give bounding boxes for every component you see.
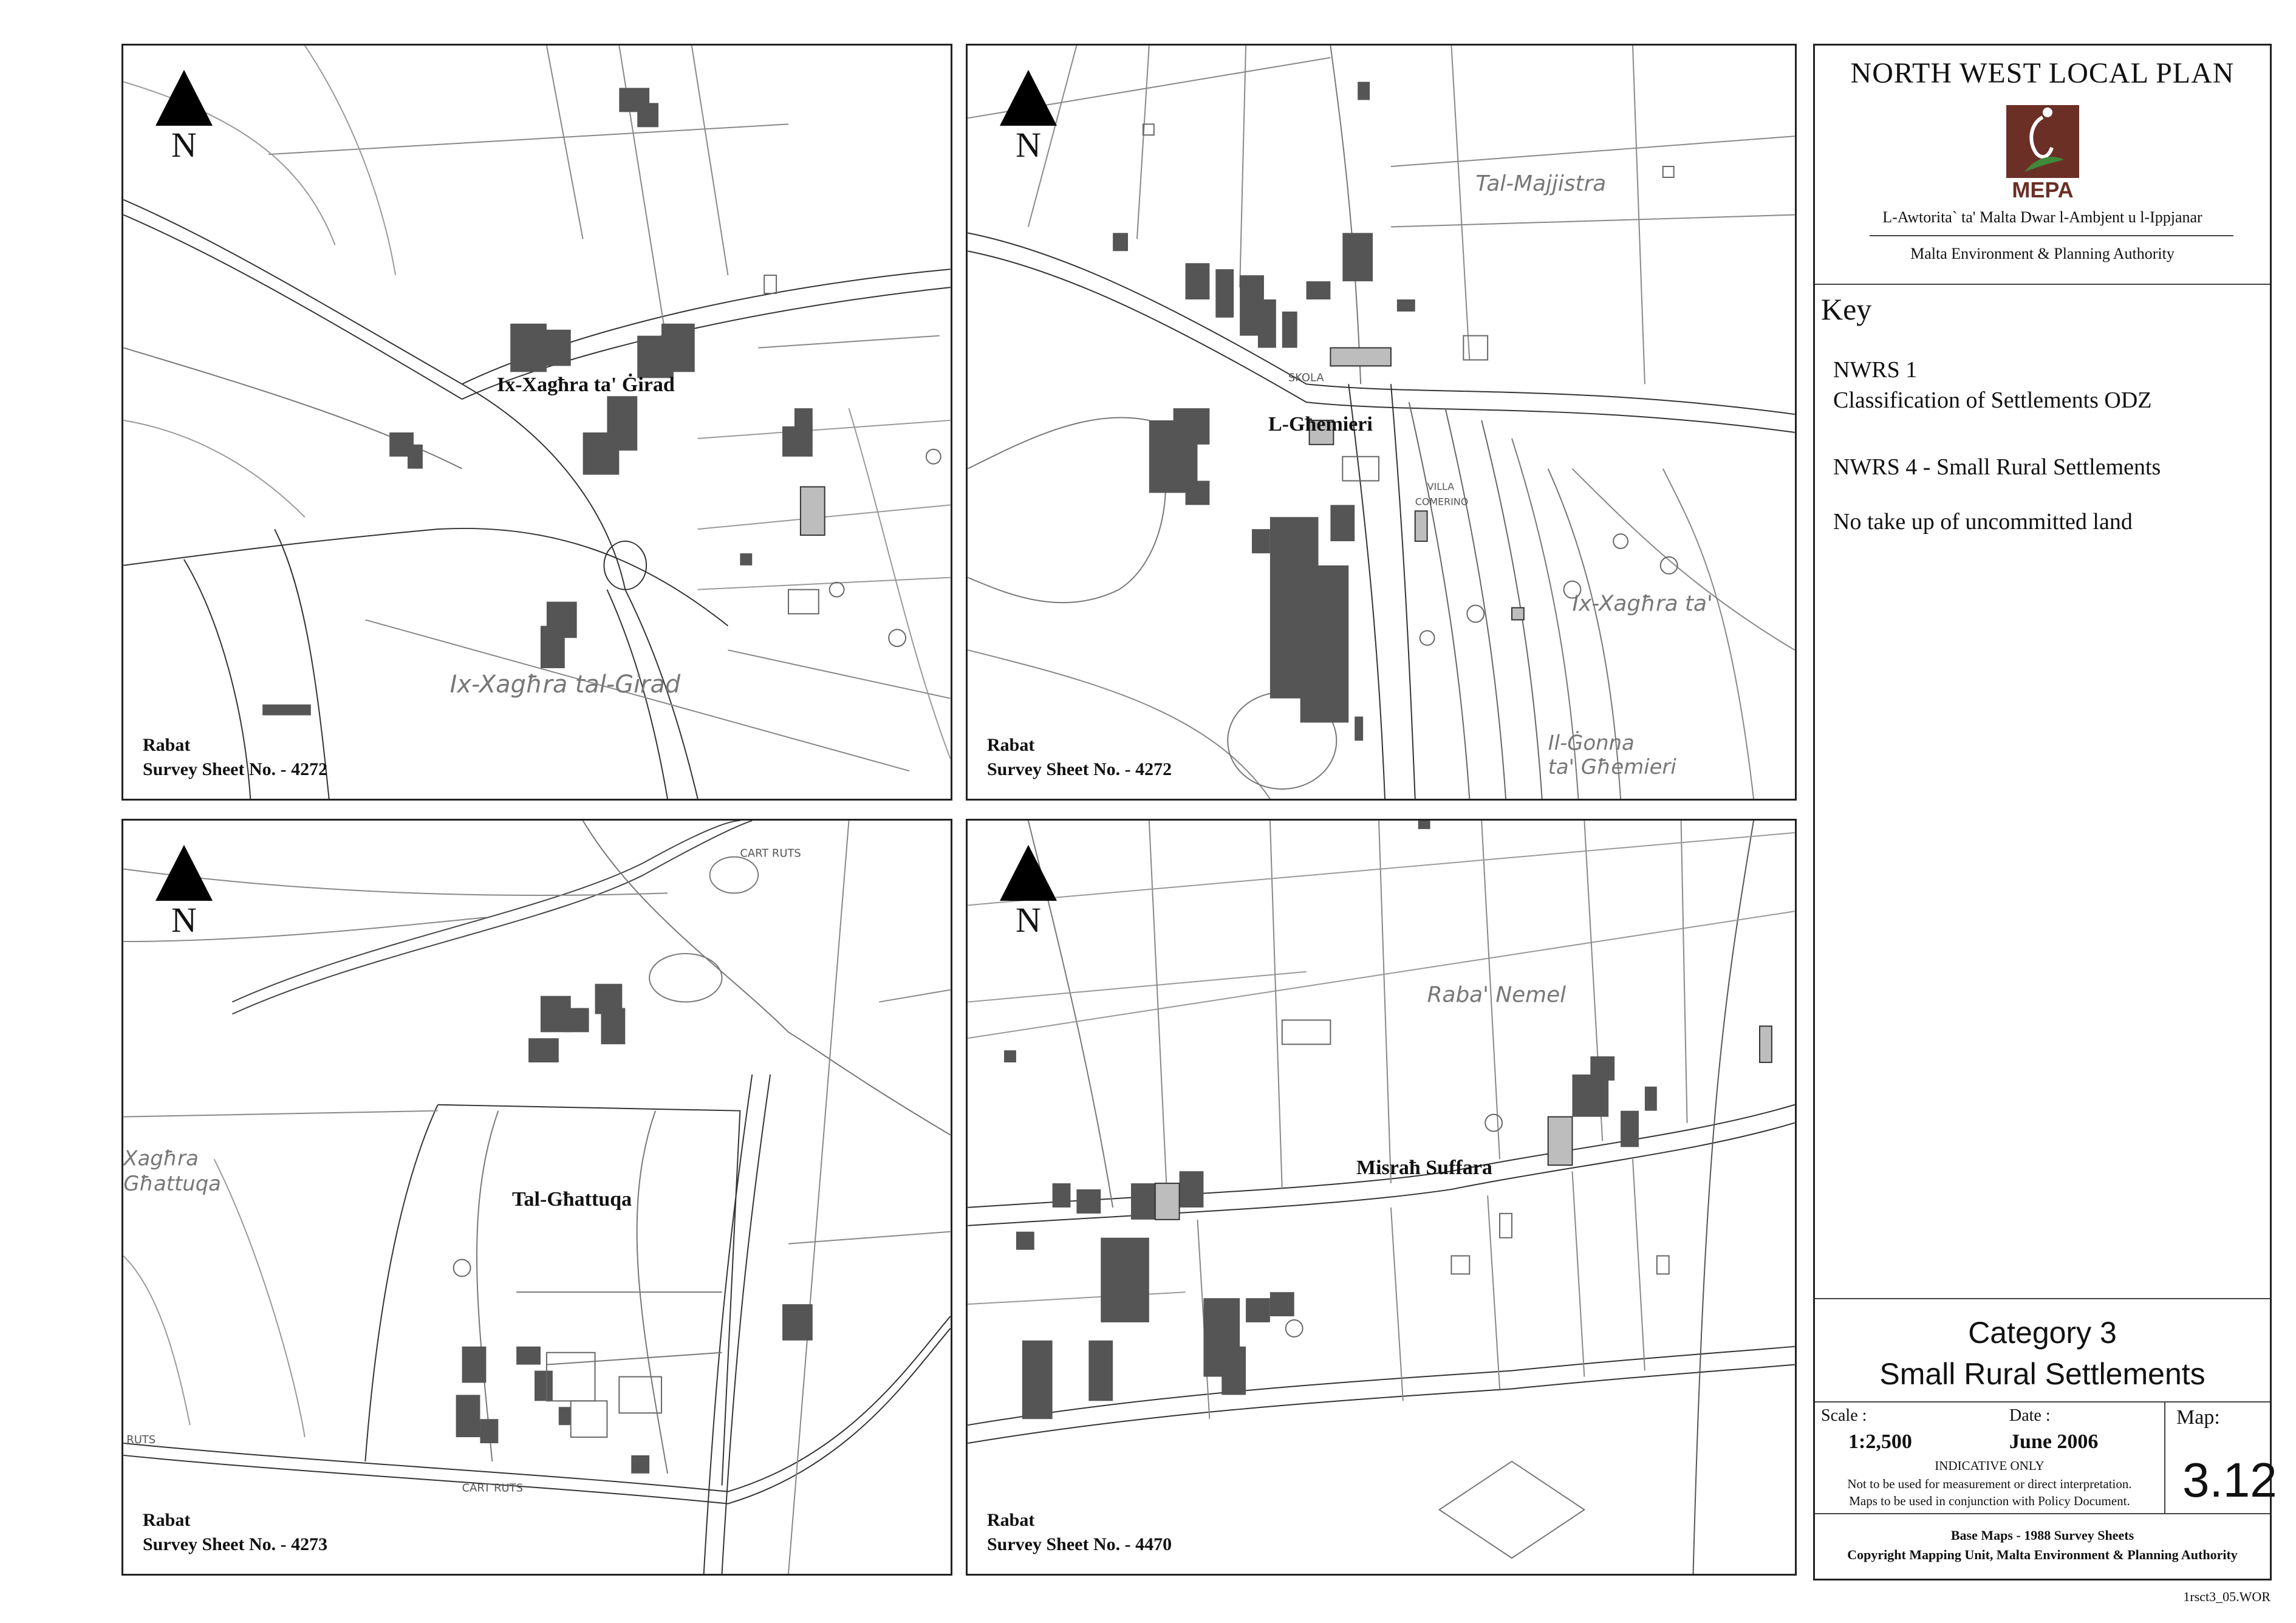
survey-sheet-number: Survey Sheet No. - 4470	[987, 1534, 1172, 1554]
key-title: Key	[1821, 292, 1872, 326]
map-label-villa: VILLA	[1427, 480, 1455, 493]
map-label-ruts: RUTS	[126, 1433, 156, 1447]
map-label-xaghra-tal-girad: Ix-Xagħra tal-Girad	[449, 670, 681, 699]
plan-title: NORTH WEST LOCAL PLAN	[1850, 57, 2235, 89]
settlement-name: Ix-Xagħra ta' Ġirad	[497, 374, 675, 396]
measurement-note: Not to be used for measurement or direct interpretation.	[1847, 1477, 2132, 1491]
north-label: N	[171, 900, 197, 940]
north-arrow-icon	[1000, 845, 1057, 901]
map-label-ghattuqa: Għattuqa	[123, 1172, 221, 1196]
map-label-il-gonna: Il-Ġonna	[1548, 731, 1635, 755]
map-drawing	[123, 46, 951, 799]
map-panel-misrah-suffara	[966, 819, 1797, 1576]
map-panel-tal-ghattuqa	[121, 819, 952, 1576]
map-panel-l-ghemieri	[966, 44, 1797, 801]
map-label-cart-ruts-south: CART RUTS	[462, 1481, 523, 1495]
north-label: N	[1016, 900, 1041, 940]
copyright-note: Copyright Mapping Unit, Malta Environment & Planning Authority	[1847, 1547, 2238, 1562]
area-name: Rabat	[987, 735, 1035, 755]
map-label-comerino: COMERINO	[1415, 496, 1469, 508]
map-drawing	[968, 46, 1795, 799]
settlement-name: L-Għemieri	[1268, 413, 1373, 436]
map-label-cart-ruts: CART RUTS	[740, 847, 801, 860]
settlement-name: Misraħ Suffara	[1356, 1157, 1492, 1179]
north-arrow	[154, 845, 214, 940]
key-item: NWRS 4 - Small Rural Settlements	[1833, 454, 2161, 480]
authority-name-english: Malta Environment & Planning Authority	[1910, 245, 2175, 262]
map-label-ta-ghemieri: ta' Għemieri	[1548, 755, 1676, 779]
map-drawing	[968, 821, 1795, 1574]
map-label: Map:	[2176, 1406, 2220, 1429]
north-label: N	[171, 125, 197, 165]
survey-sheet-number: Survey Sheet No. - 4273	[143, 1534, 328, 1554]
map-label-tal-majjistra: Tal-Majjistra	[1475, 171, 1607, 196]
map-label-ix-xaghra: Ix-Xagħra ta'	[1572, 591, 1713, 617]
logo-text: MEPA	[2012, 177, 2074, 202]
date-label: Date :	[2009, 1406, 2051, 1425]
area-name: Rabat	[143, 735, 191, 755]
legend-panel	[1813, 44, 2277, 1580]
north-arrow-icon	[155, 845, 213, 901]
map-label-xaghra: Xagħra	[123, 1146, 199, 1170]
scale-label: Scale :	[1821, 1406, 1867, 1425]
category-title: Category 3	[1968, 1316, 2117, 1350]
settlement-name: Tal-Għattuqa	[512, 1188, 632, 1211]
category-subtitle: Small Rural Settlements	[1879, 1357, 2205, 1391]
scale-value: 1:2,500	[1848, 1430, 1912, 1453]
authority-name-maltese: L-Awtorita` ta' Malta Dwar l-Ambjent u l-Ippjanar	[1882, 208, 2202, 226]
north-arrow	[998, 70, 1059, 165]
file-reference: 1rsct3_05.WOR	[2183, 1589, 2270, 1604]
map-number: 3.12	[2182, 1453, 2277, 1507]
map-label-skola: SKOLA	[1288, 371, 1324, 384]
north-arrow	[998, 845, 1059, 940]
north-arrow-icon	[155, 70, 213, 126]
north-arrow	[154, 70, 214, 165]
area-name: Rabat	[987, 1510, 1035, 1530]
key-item: No take up of uncommitted land	[1833, 509, 2133, 535]
survey-sheet-info	[987, 733, 1172, 782]
area-name: Rabat	[143, 1510, 191, 1530]
survey-sheet-info	[987, 1508, 1172, 1557]
key-item: Classification of Settlements ODZ	[1833, 388, 2152, 413]
key-item: NWRS 1	[1833, 357, 1918, 383]
survey-sheet-info	[143, 1508, 327, 1557]
map-panel-xaghra-ta-girad	[121, 44, 952, 801]
policy-note: Maps to be used in conjunction with Policy Document.	[1849, 1494, 2130, 1508]
indicative-only: INDICATIVE ONLY	[1935, 1458, 2045, 1473]
map-label-raba-nemel: Raba' Nemel	[1427, 982, 1567, 1008]
survey-sheet-number: Survey Sheet No. - 4272	[143, 759, 328, 779]
survey-sheet-number: Survey Sheet No. - 4272	[987, 759, 1172, 779]
north-label: N	[1016, 125, 1041, 165]
base-maps-note: Base Maps - 1988 Survey Sheets	[1950, 1528, 2134, 1543]
survey-sheet-info	[143, 733, 327, 782]
date-value: June 2006	[2009, 1430, 2099, 1453]
mepa-logo	[2000, 99, 2091, 202]
north-arrow-icon	[1000, 70, 1057, 126]
